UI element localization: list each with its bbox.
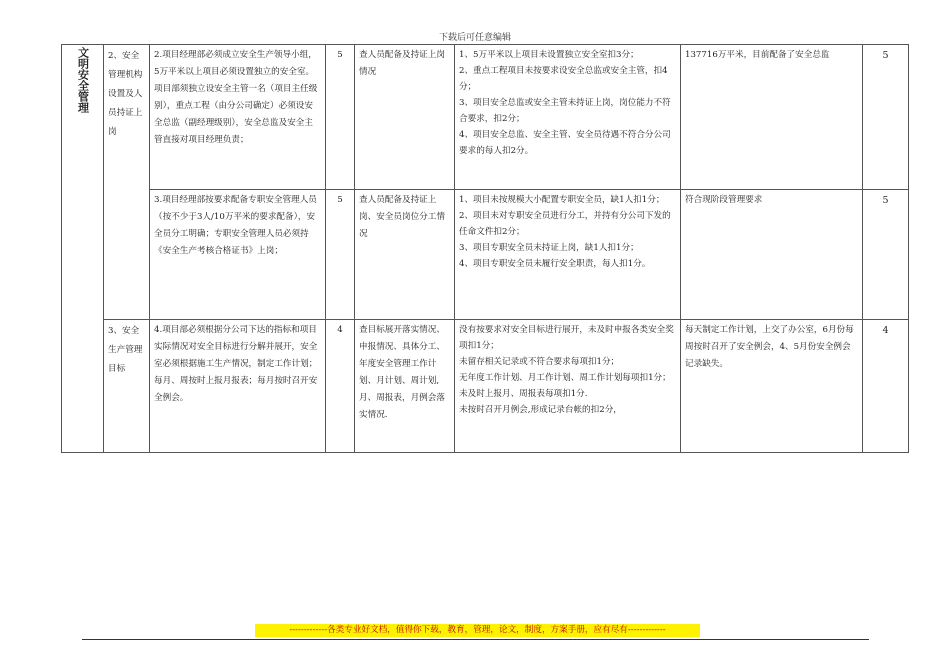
score-cell bbox=[326, 45, 355, 190]
criteria-cell bbox=[455, 190, 681, 320]
sub-item-label: 3、安全生产管理目标 bbox=[108, 326, 143, 374]
result-cell bbox=[681, 45, 863, 190]
score-cell bbox=[326, 320, 355, 453]
method-text: 查目标展开落实情况、申报情况、具体分工、年度安全管理工作计划、月计划、周计划,月、周报表，月例会落实情况. bbox=[359, 325, 445, 420]
score-value: 5 bbox=[337, 195, 343, 205]
criteria-line: 未留存相关记录或不符合要求每项扣1分； bbox=[459, 357, 620, 367]
category-label: 文明安全管理 bbox=[76, 47, 90, 113]
result-text: 符合现阶段管理要求 bbox=[685, 195, 763, 205]
table-row bbox=[62, 190, 909, 320]
criteria-line: 无年度工作计划、月工作计划、周工作计划每项扣1分； bbox=[459, 373, 671, 383]
table-row bbox=[62, 45, 909, 190]
criteria-line: 2、重点工程项目未按要求设安全总监或安全主管，扣4分； bbox=[459, 66, 668, 92]
criteria-cell bbox=[455, 320, 681, 453]
sub-item-label: 2、安全管理机构设置及人员持证上岗 bbox=[108, 51, 143, 137]
criteria-line: 没有按要求对安全目标进行展开，未及时申报各类安全奖项扣1分； bbox=[459, 325, 674, 351]
method-cell bbox=[355, 320, 455, 453]
criteria-line: 3、项目安全总监或安全主管未持证上岗，岗位能力不符合要求，扣2分； bbox=[459, 98, 671, 124]
criteria-line: 3、项目专职安全员未持证上岗，缺1人扣1分； bbox=[459, 243, 639, 253]
final-score-value: 5 bbox=[882, 50, 889, 61]
category-cell bbox=[62, 45, 104, 453]
safety-management-table bbox=[61, 44, 909, 453]
requirement-cell bbox=[150, 190, 326, 320]
score-value: 5 bbox=[337, 50, 343, 60]
criteria-line: 4、项目安全总监、安全主管、安全员待遇不符合分公司要求的每人扣2分。 bbox=[459, 130, 671, 156]
requirement-text: 3.项目经理部按要求配备专职安全管理人员（按不少于3人/10万平米的要求配备），安全员分工明确；专职安全管理人员必须持《安全生产考核合格证书》上岗； bbox=[154, 195, 317, 256]
footer-banner: -------------各类专业好文档，值得你下载，教育，管理，论文，制度，方案手册，应有尽有------------- bbox=[255, 624, 700, 637]
criteria-line: 2、项目未对专职安全员进行分工，并持有分公司下发的任命文件扣2分； bbox=[459, 211, 671, 237]
score-value: 4 bbox=[337, 325, 343, 335]
sub-item-cell bbox=[104, 320, 150, 453]
sub-item-cell bbox=[104, 45, 150, 320]
method-cell bbox=[355, 190, 455, 320]
criteria-line: 1、5万平米以上项目未设置独立安全室扣3分； bbox=[459, 50, 639, 60]
method-text: 查人员配备及持证上岗情况 bbox=[359, 50, 445, 77]
final-score-cell bbox=[863, 320, 909, 453]
result-text: 137716万平米，目前配备了安全总监 bbox=[685, 50, 830, 60]
criteria-line: 1、项目未按规模大小配置专职安全员，缺1人扣1分； bbox=[459, 195, 665, 205]
final-score-cell bbox=[863, 45, 909, 190]
page-header-note: 下载后可任意编辑 bbox=[438, 33, 511, 43]
requirement-text: 4.项目部必须根据分公司下达的指标和项目实际情况对安全目标进行分解并展开，安全室必须根据施工生产情况，制定工作计划；每月、周按时上报月报表；每月按时召开安全例会。 bbox=[154, 325, 318, 403]
footer-divider bbox=[82, 639, 869, 640]
criteria-line: 未及时上报月、周报表每项扣1分. bbox=[459, 389, 588, 399]
criteria-line: 4、项目专职安全员未履行安全职责，每人扣1分。 bbox=[459, 259, 651, 269]
final-score-cell bbox=[863, 190, 909, 320]
criteria-cell bbox=[455, 45, 681, 190]
table-row bbox=[62, 320, 909, 453]
method-cell bbox=[355, 45, 455, 190]
final-score-value: 4 bbox=[882, 325, 889, 336]
result-cell bbox=[681, 320, 863, 453]
method-text: 查人员配备及持证上岗、安全员岗位分工情况 bbox=[359, 195, 445, 239]
final-score-value: 5 bbox=[882, 195, 889, 206]
score-cell bbox=[326, 190, 355, 320]
result-text: 每天制定工作计划，上交了办公室，6月份每周按时召开了安全例会，4、5月份安全例会记录缺失。 bbox=[685, 325, 854, 369]
requirement-cell bbox=[150, 45, 326, 190]
result-cell bbox=[681, 190, 863, 320]
criteria-line: 未按时召开月例会,形成记录台帐的扣2分， bbox=[459, 405, 622, 415]
requirement-text: 2.项目经理部必须成立安全生产领导小组，5万平米以上项目必须设置独立的安全室。项目部须独立设安全主管一名（项目主任级别），重点工程（由分公司确定）必须设安全总监（副经理级别），安全总监及安全主管直接对项目经理负责； bbox=[154, 50, 318, 145]
requirement-cell bbox=[150, 320, 326, 453]
